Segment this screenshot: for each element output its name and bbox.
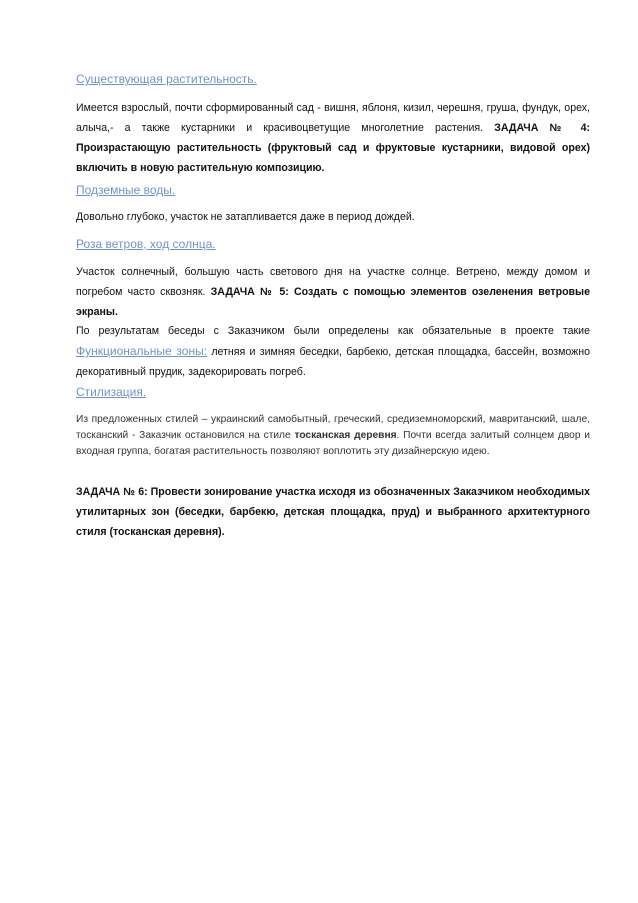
heading-groundwater: Подземные воды. xyxy=(76,183,176,197)
paragraph-wind xyxy=(76,262,590,322)
style-name: тосканская деревня xyxy=(294,430,397,441)
style-text-after: . Почти всегда залитый солнцем двор и входная группа, богатая растительность позволяют воплотить эту дизайнерскую идею. xyxy=(76,430,590,457)
paragraph-groundwater: Довольно глубоко, участок не затапливается даже в период дождей. xyxy=(76,211,415,223)
paragraph-task-6: ЗАДАЧА № 6: Провести зонирование участка исходя из обозначенных Заказчиком необходимых утилитарных зон (беседки, барбекю, детская площадка, пруд) и выбранного архитектурного стиля (тосканская деревня). xyxy=(76,486,590,538)
vegetation-text: Имеется взрослый, почти сформированный сад - вишня, яблоня, кизил, черешня, груша, фундук, орех, алыча,- а также кустарники и красивоцветущие многолетние растения. xyxy=(76,102,590,134)
heading-vegetation: Существующая растительность. xyxy=(76,72,257,86)
paragraph-vegetation xyxy=(76,98,590,178)
task-5: ЗАДАЧА № 5: Создать с помощью элементов озеленения ветровые экраны. xyxy=(76,286,590,318)
paragraph-zones xyxy=(76,321,590,382)
zones-intro: По результатам беседы с Заказчиком были определены как обязательные в проекте такие xyxy=(76,325,590,337)
style-text-before: Из предложенных стилей – украинский самобытный, греческий, средиземноморский, мавританский, шале, тосканский - Заказчик остановился на стиле xyxy=(76,414,590,441)
heading-style: Стилизация. xyxy=(76,385,147,399)
paragraph-style xyxy=(76,412,590,460)
zones-text: летняя и зимняя беседки, барбекю, детская площадка, бассейн, возможно декоративный прудик, задекорировать погреб. xyxy=(76,346,591,378)
wind-text: Участок солнечный, большую часть светового дня на участке солнце. Ветрено, между домом и погребом часто сквозняк. xyxy=(76,266,590,298)
task-4: ЗАДАЧА № 4: Произрастающую растительность (фруктовый сад и фруктовые кустарники, видовой орех) включить в новую растительную композицию. xyxy=(76,122,591,174)
functional-zones-link[interactable]: Функциональные зоны: xyxy=(76,344,208,358)
heading-wind: Роза ветров, ход солнца. xyxy=(76,237,216,251)
